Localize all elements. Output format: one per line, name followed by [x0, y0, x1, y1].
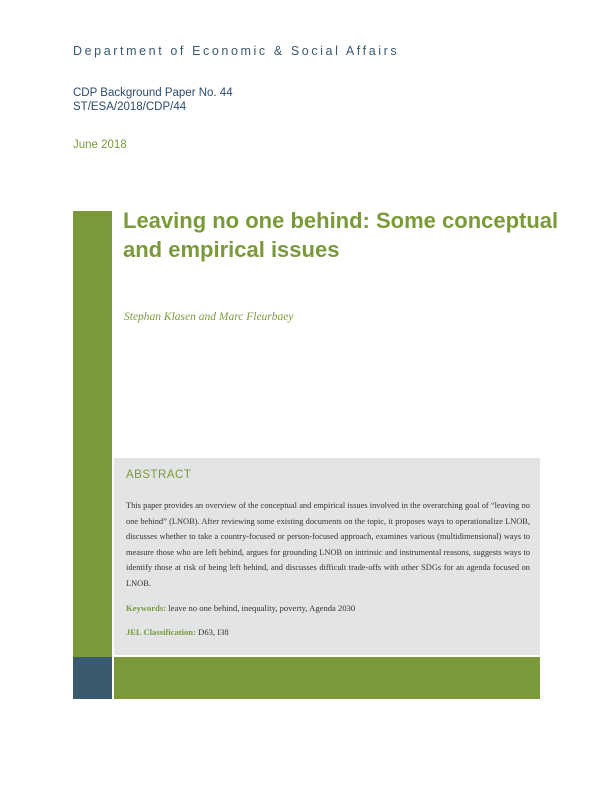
abstract-box [114, 458, 540, 655]
authors: Stephan Klasen and Marc Fleurbaey [124, 311, 294, 323]
keywords-value: leave no one behind, inequality, poverty, Agenda 2030 [168, 603, 356, 613]
abstract-body: This paper provides an overview of the conceptual and empirical issues involved in the overarching goal of “leaving no one behind” (LNOB). After reviewing some existing documents on the topic, it proposes ways to operationalize LNOB, discusses whether to take a country-focused or person-focused approach, examines various (multidimensional) ways to measure those who are left behind, argues for grounding LNOB on intrinsic and instrumental reasons, suggests ways to identify those at risk of being left behind, and discusses difficult trade-offs with other SDGs for an agenda focused on LNOB. [126, 501, 530, 588]
keywords-label: Keywords: [126, 603, 167, 613]
department-name: Department of Economic & Social Affairs [73, 44, 400, 58]
blue-corner-block [73, 657, 112, 699]
jel-line [126, 627, 229, 637]
jel-label: JEL Classification: [126, 627, 196, 637]
paper-title: Leaving no one behind: Some conceptual and empirical issues [123, 208, 559, 262]
bottom-green-band [114, 657, 540, 699]
jel-value: D63, I38 [198, 627, 229, 637]
green-side-bar [73, 211, 112, 657]
abstract-heading: ABSTRACT [126, 469, 192, 481]
publication-date: June 2018 [73, 139, 127, 151]
keywords-line [126, 603, 355, 613]
paper-number: CDP Background Paper No. 44 [73, 87, 233, 99]
series-code: ST/ESA/2018/CDP/44 [73, 101, 187, 113]
